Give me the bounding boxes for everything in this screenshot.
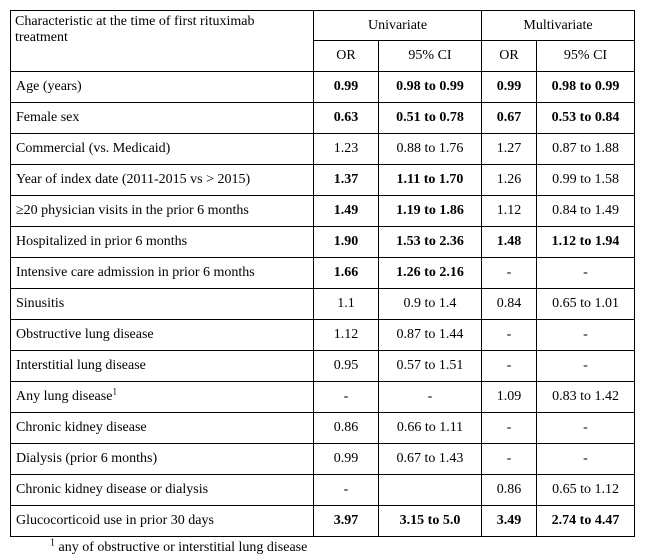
univariate-or-cell: 0.86: [314, 413, 379, 444]
multivariate-or-cell: 1.12: [482, 196, 537, 227]
row-label: Chronic kidney disease: [16, 420, 147, 435]
row-label: Sinusitis: [16, 296, 65, 311]
footnote-ref: 1: [112, 386, 117, 397]
table-row: [11, 475, 635, 506]
univariate-ci-cell: 1.11 to 1.70: [379, 165, 482, 196]
multivariate-or-cell: 0.99: [482, 72, 537, 103]
odds-ratio-table: [10, 10, 635, 537]
multivariate-or-cell: -: [482, 413, 537, 444]
multivariate-or-cell: -: [482, 320, 537, 351]
multivariate-ci-cell: 0.84 to 1.49: [537, 196, 635, 227]
univariate-or-cell: 1.49: [314, 196, 379, 227]
multivariate-ci-cell: -: [537, 444, 635, 475]
row-label-cell: [11, 289, 314, 320]
row-label-cell: [11, 413, 314, 444]
univariate-ci-cell: 0.98 to 0.99: [379, 72, 482, 103]
row-label-cell: [11, 382, 314, 413]
table-row: [11, 258, 635, 289]
univariate-ci-cell: 0.51 to 0.78: [379, 103, 482, 134]
univariate-or-cell: 0.95: [314, 351, 379, 382]
multivariate-ci-cell: -: [537, 258, 635, 289]
multivariate-ci-cell: 0.53 to 0.84: [537, 103, 635, 134]
multivariate-or-cell: 1.48: [482, 227, 537, 258]
row-label-cell: [11, 72, 314, 103]
row-label: Commercial (vs. Medicaid): [16, 141, 171, 156]
table-row: [11, 134, 635, 165]
row-label: Chronic kidney disease or dialysis: [16, 482, 209, 497]
multivariate-or-cell: -: [482, 444, 537, 475]
univariate-or-cell: 1.90: [314, 227, 379, 258]
row-label-cell: [11, 227, 314, 258]
univariate-or-cell: 1.12: [314, 320, 379, 351]
multivariate-ci-cell: 0.98 to 0.99: [537, 72, 635, 103]
header-multivariate-or: OR: [482, 41, 537, 72]
univariate-or-cell: 0.63: [314, 103, 379, 134]
multivariate-ci-cell: -: [537, 320, 635, 351]
row-label-cell: [11, 444, 314, 475]
multivariate-ci-cell: 0.87 to 1.88: [537, 134, 635, 165]
table-row: [11, 382, 635, 413]
footnote-marker: 1: [50, 537, 55, 549]
row-label-cell: [11, 134, 314, 165]
univariate-or-cell: 1.23: [314, 134, 379, 165]
table-footnote: [50, 537, 308, 556]
row-label-cell: [11, 475, 314, 506]
table-row: [11, 165, 635, 196]
row-label-cell: [11, 103, 314, 134]
univariate-ci-cell: 0.9 to 1.4: [379, 289, 482, 320]
row-label: Any lung disease: [16, 389, 113, 404]
table-row: [11, 320, 635, 351]
header-characteristic: Characteristic at the time of first rituximab treatment: [11, 11, 314, 72]
multivariate-or-cell: 0.84: [482, 289, 537, 320]
row-label-cell: [11, 320, 314, 351]
univariate-or-cell: -: [314, 475, 379, 506]
multivariate-or-cell: 1.09: [482, 382, 537, 413]
header-univariate-ci: 95% CI: [379, 41, 482, 72]
row-label-cell: [11, 506, 314, 537]
univariate-ci-cell: 0.87 to 1.44: [379, 320, 482, 351]
multivariate-or-cell: -: [482, 258, 537, 289]
row-label: Obstructive lung disease: [16, 327, 154, 342]
header-univariate-or: OR: [314, 41, 379, 72]
univariate-ci-cell: 0.66 to 1.11: [379, 413, 482, 444]
multivariate-or-cell: -: [482, 351, 537, 382]
table-row: [11, 351, 635, 382]
univariate-ci-cell: 0.57 to 1.51: [379, 351, 482, 382]
table-row: [11, 227, 635, 258]
multivariate-ci-cell: -: [537, 351, 635, 382]
row-label: Hospitalized in prior 6 months: [16, 234, 188, 249]
multivariate-ci-cell: 0.83 to 1.42: [537, 382, 635, 413]
univariate-ci-cell: 0.67 to 1.43: [379, 444, 482, 475]
table-row: [11, 72, 635, 103]
header-multivariate-ci: 95% CI: [537, 41, 635, 72]
table-row: [11, 444, 635, 475]
header-univariate: Univariate: [314, 11, 482, 41]
univariate-ci-cell: 1.53 to 2.36: [379, 227, 482, 258]
table-row: [11, 289, 635, 320]
row-label: Female sex: [16, 110, 80, 125]
multivariate-ci-cell: 0.65 to 1.12: [537, 475, 635, 506]
table-body: [11, 72, 635, 537]
multivariate-ci-cell: 1.12 to 1.94: [537, 227, 635, 258]
row-label-cell: [11, 165, 314, 196]
multivariate-ci-cell: 0.65 to 1.01: [537, 289, 635, 320]
univariate-or-cell: 1.1: [314, 289, 379, 320]
univariate-ci-cell: -: [379, 382, 482, 413]
univariate-ci-cell: 0.88 to 1.76: [379, 134, 482, 165]
univariate-or-cell: 1.66: [314, 258, 379, 289]
univariate-ci-cell: 1.26 to 2.16: [379, 258, 482, 289]
row-label: Intensive care admission in prior 6 months: [16, 265, 255, 280]
row-label: Year of index date (2011-2015 vs > 2015): [16, 172, 251, 187]
univariate-ci-cell: 3.15 to 5.0: [379, 506, 482, 537]
row-label: Dialysis (prior 6 months): [16, 451, 158, 466]
multivariate-or-cell: 1.26: [482, 165, 537, 196]
multivariate-or-cell: 0.67: [482, 103, 537, 134]
univariate-or-cell: 1.37: [314, 165, 379, 196]
multivariate-ci-cell: -: [537, 413, 635, 444]
header-multivariate: Multivariate: [482, 11, 635, 41]
table-header: [11, 11, 635, 72]
multivariate-or-cell: 1.27: [482, 134, 537, 165]
univariate-or-cell: 3.97: [314, 506, 379, 537]
table-row: [11, 506, 635, 537]
table-row: [11, 196, 635, 227]
multivariate-ci-cell: 2.74 to 4.47: [537, 506, 635, 537]
univariate-or-cell: -: [314, 382, 379, 413]
univariate-or-cell: 0.99: [314, 444, 379, 475]
univariate-ci-cell: [379, 475, 482, 506]
row-label: Interstitial lung disease: [16, 358, 146, 373]
footnote-text: any of obstructive or interstitial lung disease: [58, 540, 308, 555]
multivariate-or-cell: 3.49: [482, 506, 537, 537]
row-label: Glucocorticoid use in prior 30 days: [16, 513, 214, 528]
row-label: ≥20 physician visits in the prior 6 months: [16, 203, 249, 218]
table-row: [11, 103, 635, 134]
row-label-cell: [11, 196, 314, 227]
table-row: [11, 413, 635, 444]
row-label-cell: [11, 351, 314, 382]
row-label-cell: [11, 258, 314, 289]
multivariate-or-cell: 0.86: [482, 475, 537, 506]
univariate-or-cell: 0.99: [314, 72, 379, 103]
row-label: Age (years): [16, 79, 82, 94]
multivariate-ci-cell: 0.99 to 1.58: [537, 165, 635, 196]
univariate-ci-cell: 1.19 to 1.86: [379, 196, 482, 227]
